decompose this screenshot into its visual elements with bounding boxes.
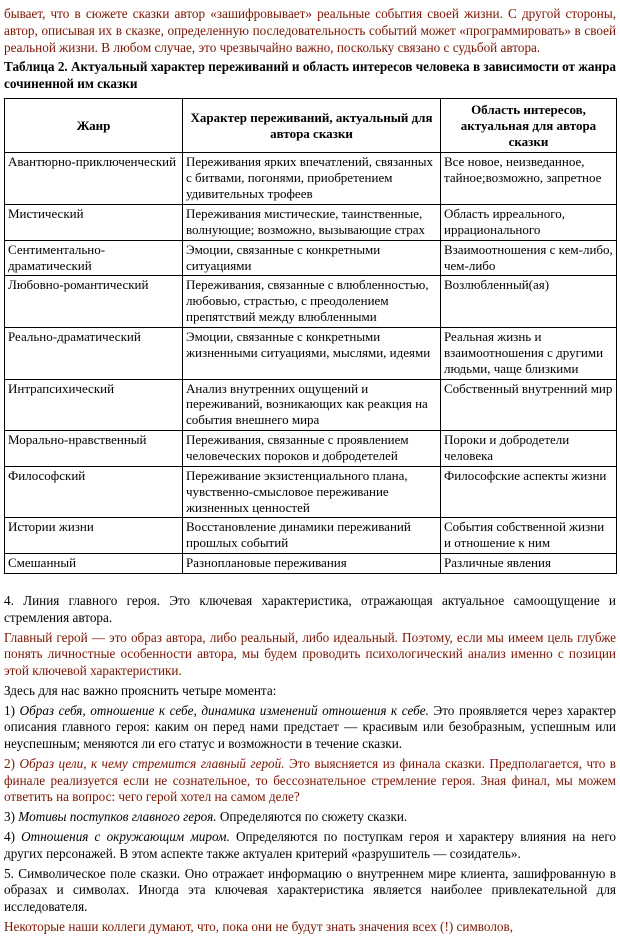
paragraph-moment-4 [4,829,616,863]
cell-interests: Взаимоотношения с кем-либо, чем-либо [441,240,617,276]
cell-character: Разноплановые переживания [183,554,441,574]
paragraph-moment-3 [4,809,616,826]
table-row [5,379,617,431]
table-row [5,204,617,240]
moment-lead: Образ цели, к чему стремится главный герой. [19,755,285,771]
header-genre: Жанр [5,98,183,153]
moment-number: 2) [4,755,15,771]
genres-table [4,98,617,574]
cell-character: Эмоции, связанные с конкретными жизненными ситуациями, мыслями, идеями [183,328,441,380]
cell-character: Эмоции, связанные с конкретными ситуациями [183,240,441,276]
table-header-row [5,98,617,153]
cell-character: Анализ внутренних ощущений и переживаний, возникающих как реакция на события внешнего мира [183,379,441,431]
cell-genre: Философский [5,466,183,518]
cell-character: Переживания, связанные с влюбленностью, любовью, страстью, с преодолением препятствий между влюбленными [183,276,441,328]
cell-interests: Реальная жизнь и взаимоотношения с другими людьми, чаще близкими [441,328,617,380]
cell-genre: Интрапсихический [5,379,183,431]
paragraph-hero-author: Главный герой — это образ автора, либо реальный, либо идеальный. Поэтому, если мы имеем цель глубже понять личностные особенности автора, мы будем проводить психологический анализ именно с позиции этой ключевой характеристики. [4,629,616,679]
cell-interests: Философские аспекты жизни [441,466,617,518]
paragraph-symbolic-field: 5. Символическое поле сказки. Оно отражает информацию о внутреннем мире клиента, зашифрованную в образах и символах. Иногда эта ключевая характеристика является наиболее привлекательной для исследователя. [4,865,616,915]
paragraph-four-moments: Здесь для нас важно прояснить четыре момента: [4,682,277,698]
moment-lead: Образ себя, отношение к себе, динамика изменений отношения к себе. [19,702,429,718]
moment-number: 1) [4,702,15,718]
cell-genre: Любовно-романтический [5,276,183,328]
cell-genre: Мистический [5,204,183,240]
intro-paragraph: бывает, что в сюжете сказки автор «зашифровывает» реальные события своей жизни. С другой стороны, автор, описывая их в сказке, определенную последовательность событий может «программировать» в своей реальной жизни. В любом случае, это чрезвычайно важно, поскольку связано с судьбой автора. [4,6,616,55]
cell-interests: События собственной жизни и отношение к ним [441,518,617,554]
paragraph-colleagues: Некоторые наши коллеги думают, что, пока они не будут знать значения всех (!) символов, [4,918,514,934]
table-row [5,276,617,328]
cell-interests: Собственный внутренний мир [441,379,617,431]
cell-character: Переживания, связанные с проявлением человеческих пороков и добродетелей [183,431,441,467]
table-row [5,153,617,205]
cell-interests: Различные явления [441,554,617,574]
moment-text: Определяются по сюжету сказки. [219,809,408,825]
paragraph-hero-line: 4. Линия главного героя. Это ключевая характеристика, отражающая актуальное самоощущение и стремления автора. [4,593,616,625]
cell-genre: Авантюрно-приключенческий [5,153,183,205]
moment-text: Это выясняется из финала сказки. Предполагается, что в финале реализуется если не сознательное, то бессознательное стремление героя. Зная финал, мы можем ответить на вопрос: чего герой хотел на самом деле? [4,755,617,805]
cell-interests: Область ирреального, иррационального [441,204,617,240]
cell-interests: Пороки и добродетели человека [441,431,617,467]
cell-character: Переживания ярких впечатлений, связанных с битвами, погонями, приобретением удивительных трофеев [183,153,441,205]
table-row [5,466,617,518]
paragraph-moment-1 [4,703,616,753]
cell-character: Переживания мистические, таинственные, волнующие; возможно, вызывающие страх [183,204,441,240]
cell-genre: Морально-нравственный [5,431,183,467]
cell-interests: Все новое, неизведанное, тайное;возможно, запретное [441,153,617,205]
table-row [5,328,617,380]
table-row [5,518,617,554]
cell-genre: Смешанный [5,554,183,574]
table-caption: Таблица 2. Актуальный характер переживаний и область интересов человека в зависимости от жанра сочиненной им сказки [4,59,616,92]
cell-genre: Истории жизни [5,518,183,554]
moment-number: 4) [4,828,15,844]
table-row [5,240,617,276]
cell-interests: Возлюбленный(ая) [441,276,617,328]
cell-genre: Сентиментально-драматический [5,240,183,276]
table-row [5,431,617,467]
cell-character: Переживание экзистенциального плана, чувственно-смысловое переживание жизненных ценностей [183,466,441,518]
header-character: Характер переживаний, актуальный для автора сказки [183,98,441,153]
moment-number: 3) [4,809,15,825]
header-interests: Область интересов, актуальная для автора сказки [441,98,617,153]
cell-character: Восстановление динамики переживаний прошлых событий [183,518,441,554]
moment-text: Это проявляется через характер описания главного героя: каким он перед нами предстает — красивым или безобразным, успешным или неуспешным; меняются ли его статус и возможности в течение сказки. [4,702,617,752]
paragraph-moment-2 [4,756,616,806]
table-row [5,554,617,574]
moment-text: Определяются по поступкам героя и характеру влияния на него других персонажей. В этом аспекте также актуален критерий «разрушитель — созидатель». [4,828,616,861]
moment-lead: Мотивы поступков главного героя. [18,809,217,825]
cell-genre: Реально-драматический [5,328,183,380]
moment-lead: Отношения с окружающим миром. [21,828,230,844]
